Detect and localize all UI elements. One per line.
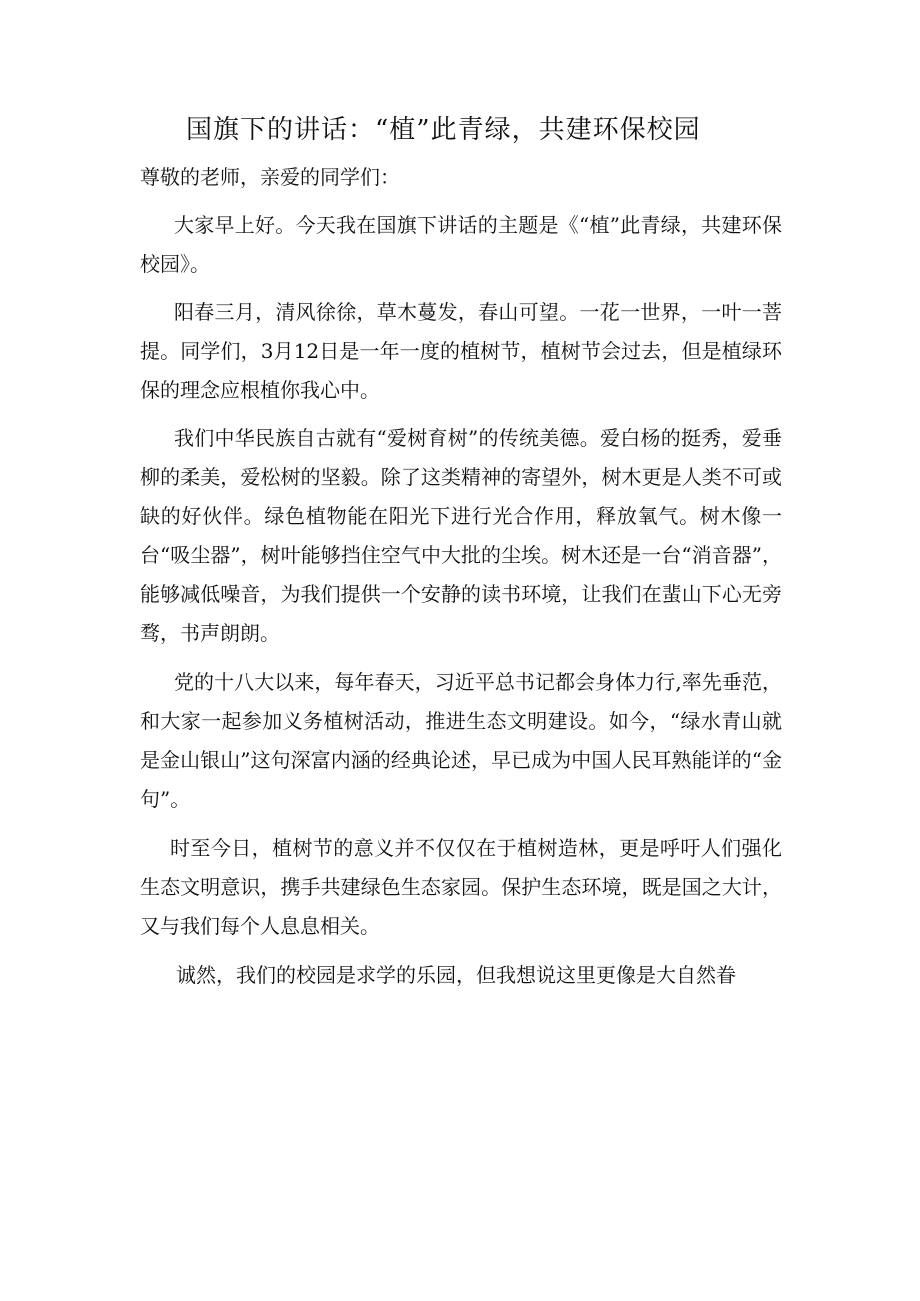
- paragraph: 我们中华民族自古就有“爱树育树”的传统美德。爱白杨的挺秀，爱垂柳的柔美，爱松树的坚毅。除了这类精神的寄望外，树木更是人类不可或缺的好伙伴。绿色植物能在阳光下进行光合作用，释放氧气。树木像一台“吸尘器”，树叶能够挡住空气中大批的尘埃。树木还是一台“消音器”，能够减低噪音，为我们提供一个安静的读书环境，让我们在蜚山下心无旁骛，书声朗朗。: [140, 426, 782, 645]
- paragraph: 时至今日，植树节的意义并不仅仅在于植树造林，更是呼吁人们强化生态文明意识，携手共建绿色生态家园。保护生态环境，既是国之大计，又与我们每个人息息相关。: [140, 836, 782, 938]
- paragraph: 阳春三月，清风徐徐，草木蔓发，春山可望。一花一世界，一叶一菩提。同学们，3月12日是一年一度的植树节，植树节会过去，但是植绿环保的理念应根植你我心中。: [140, 300, 782, 402]
- document-body: [140, 206, 782, 995]
- paragraph: 大家早上好。今天我在国旗下讲话的主题是《“植”此青绿，共建环保校园》。: [140, 213, 782, 276]
- paragraph: 诚然，我们的校园是求学的乐园，但我想说这里更像是大自然眷: [176, 963, 736, 987]
- document-title: 国旗下的讲话：“植”此青绿，共建环保校园: [186, 115, 701, 145]
- paragraph: 党的十八大以来，每年春天，习近平总书记都会身体力行,率先垂范，和大家一起参加义务植树活动，推进生态文明建设。如今，“绿水青山就是金山银山”这句深富内涵的经典论述，早已成为中国人民耳熟能详的“金句”。: [140, 670, 782, 811]
- salutation: 尊敬的老师，亲爱的同学们：: [140, 165, 400, 189]
